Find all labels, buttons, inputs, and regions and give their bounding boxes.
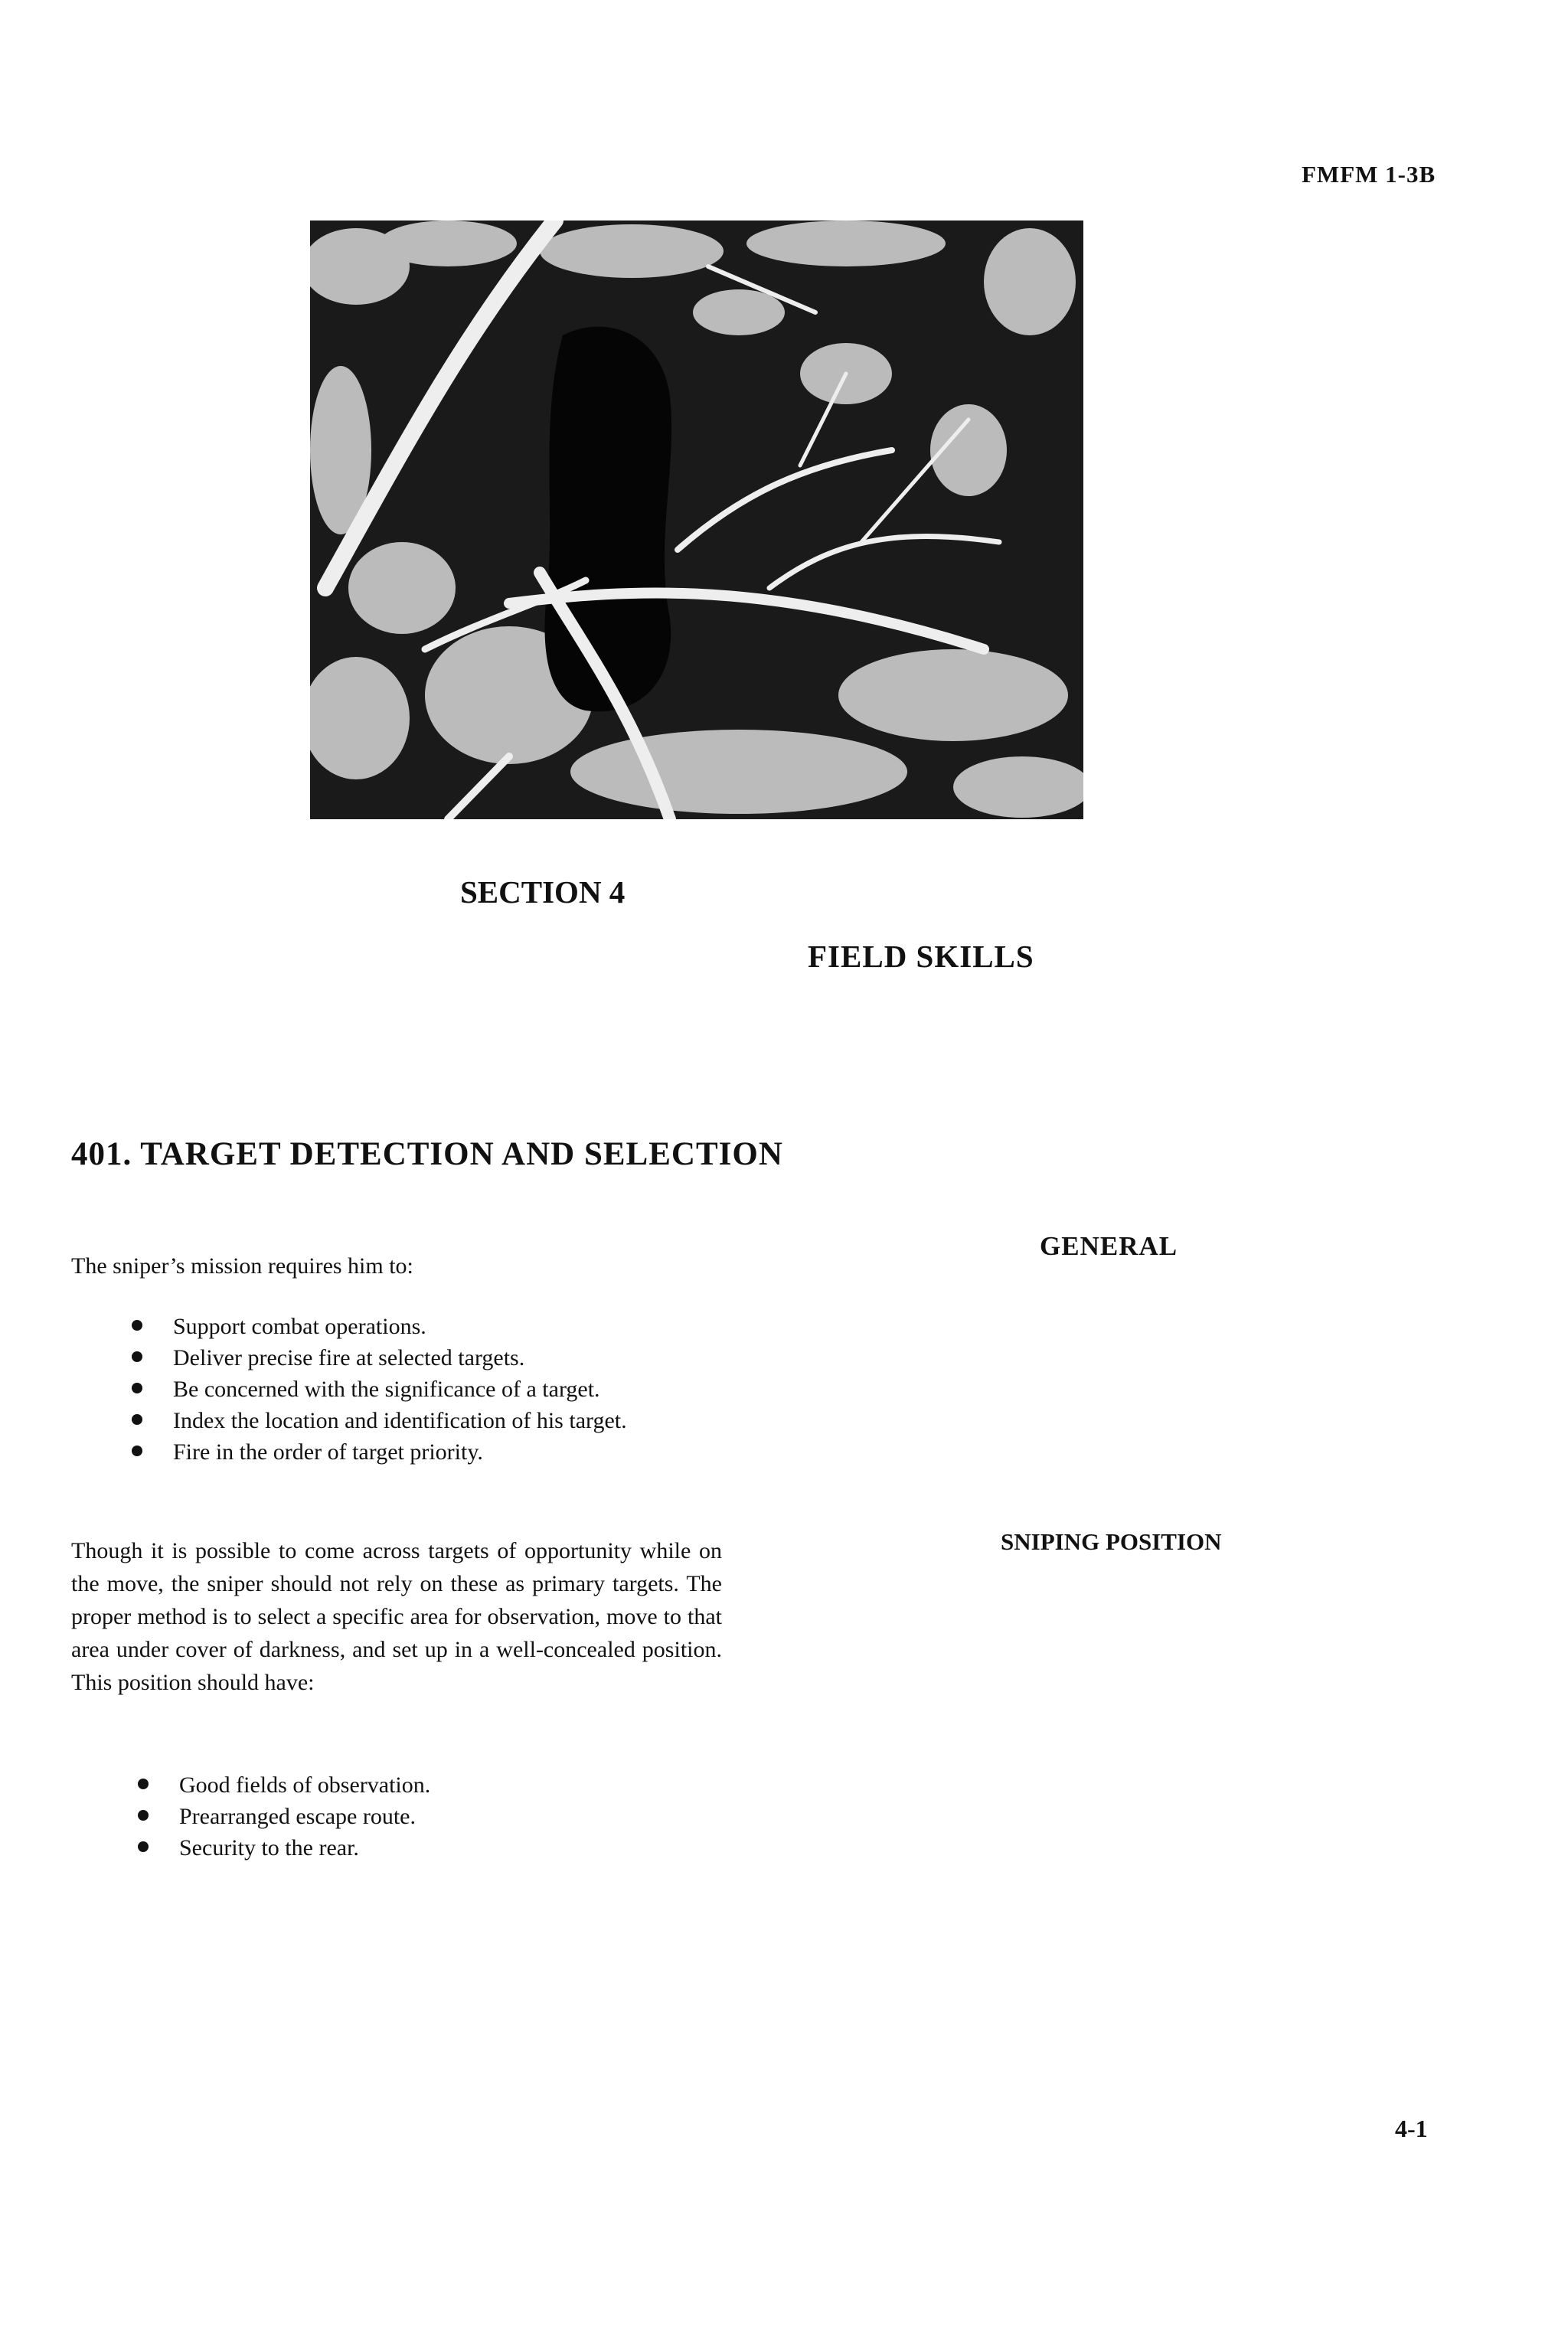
subsection-heading: 401. TARGET DETECTION AND SELECTION bbox=[71, 1136, 783, 1172]
mission-requirements-list bbox=[132, 1311, 790, 1468]
bullet-icon bbox=[132, 1414, 142, 1425]
list-item: Be concerned with the significance of a target. bbox=[132, 1374, 790, 1405]
camouflaged-sniper-photo bbox=[310, 221, 1083, 819]
bullet-icon bbox=[132, 1383, 142, 1393]
list-item: Support combat operations. bbox=[132, 1311, 790, 1342]
bullet-icon bbox=[138, 1810, 149, 1821]
bullet-icon bbox=[132, 1320, 142, 1331]
document-code: FMFM 1-3B bbox=[1302, 161, 1436, 188]
sniping-position-side-heading: SNIPING POSITION bbox=[1001, 1528, 1222, 1555]
section-label: SECTION 4 bbox=[460, 874, 626, 910]
list-item: Good fields of observation. bbox=[138, 1769, 674, 1801]
general-side-heading: GENERAL bbox=[1040, 1231, 1178, 1261]
general-intro: The sniper’s mission requires him to: bbox=[71, 1253, 413, 1279]
bullet-icon bbox=[132, 1351, 142, 1362]
bullet-icon bbox=[138, 1779, 149, 1789]
page-number: 4-1 bbox=[1395, 2115, 1428, 2142]
section-title: FIELD SKILLS bbox=[808, 939, 1034, 974]
list-item: Fire in the order of target priority. bbox=[132, 1436, 790, 1468]
position-requirements-list bbox=[138, 1769, 674, 1864]
bullet-icon bbox=[138, 1841, 149, 1852]
list-item: Index the location and identification of his target. bbox=[132, 1405, 790, 1436]
list-item: Prearranged escape route. bbox=[138, 1801, 674, 1832]
bullet-icon bbox=[132, 1446, 142, 1456]
sniping-position-paragraph: Though it is possible to come across targets of opportunity while on the move, the sniper should not rely on these as primary targets. The proper method is to select a specific area for observation, move to that area under cover of darkness, and set up in a well-concealed position. This position should have: bbox=[71, 1538, 722, 1695]
list-item: Deliver precise fire at selected targets. bbox=[132, 1342, 790, 1374]
list-item: Security to the rear. bbox=[138, 1832, 674, 1864]
